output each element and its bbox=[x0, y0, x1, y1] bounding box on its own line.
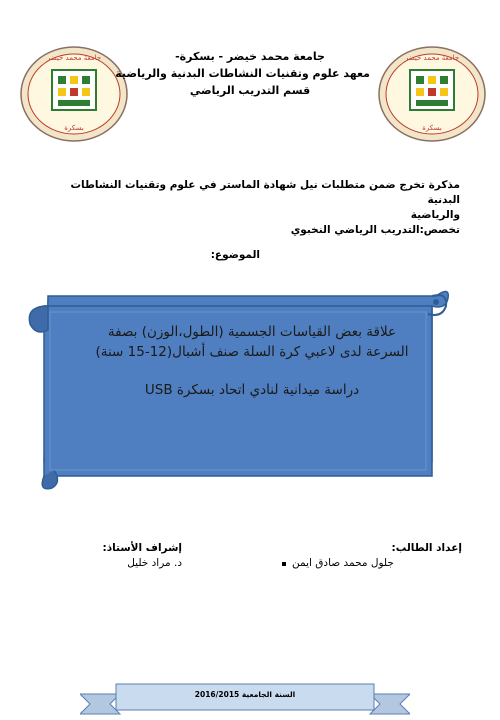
university-logo-left bbox=[18, 44, 130, 144]
memo-line-1: مذكرة تخرج ضمن متطلبات نيل شهادة الماستر في علوم وتقنيات النشاطات البدنية bbox=[70, 179, 460, 206]
supervisor-label: إشراف الأستاذ: bbox=[102, 542, 182, 554]
logo-bottom-text: بسكرة bbox=[422, 124, 442, 132]
subject-label: الموضوع: bbox=[210, 249, 260, 261]
university-logo-right bbox=[376, 44, 488, 144]
university-header bbox=[115, 48, 370, 99]
thesis-title bbox=[62, 322, 442, 400]
academic-year: السنة الجامعية 2016/2015 bbox=[194, 690, 296, 699]
title-scroll bbox=[18, 282, 458, 492]
supervisor-block bbox=[62, 541, 182, 571]
bullet-icon bbox=[282, 562, 286, 566]
department-name: قسم التدريب الرياضي bbox=[189, 84, 311, 97]
supervisor-name: د. مراد خليل bbox=[127, 557, 182, 569]
university-name: جامعة محمد خيضر - بسكرة- bbox=[175, 50, 325, 63]
title-subtitle: دراسة ميدانية لنادي اتحاد بسكرة USB bbox=[144, 382, 360, 398]
specialty: تخصص:التدريب الرياضي النخبوي bbox=[290, 224, 460, 236]
student-label: إعداد الطالب: bbox=[391, 542, 462, 554]
title-line-2: السرعة لدى لاعبي كرة السلة صنف أشبال(12-15 سنة) bbox=[95, 344, 409, 360]
student-name: جلول محمد صادق ايمن bbox=[292, 557, 394, 569]
institute-name: معهد علوم وتقنيات النشاطات البدنية والرياضية bbox=[115, 67, 370, 80]
title-line-1: علاقة بعض القياسات الجسمية (الطول،الوزن) بصفة bbox=[107, 324, 397, 340]
logo-arc-text: جامعة محمد خيضر bbox=[404, 54, 460, 62]
memo-block bbox=[50, 178, 460, 263]
memo-line-2: والرياضية bbox=[410, 209, 460, 221]
logo-arc-text: جامعة محمد خيضر bbox=[46, 54, 102, 62]
logo-bottom-text: بسكرة bbox=[64, 124, 84, 132]
student-block bbox=[282, 541, 462, 571]
academic-year-ribbon bbox=[80, 680, 410, 716]
